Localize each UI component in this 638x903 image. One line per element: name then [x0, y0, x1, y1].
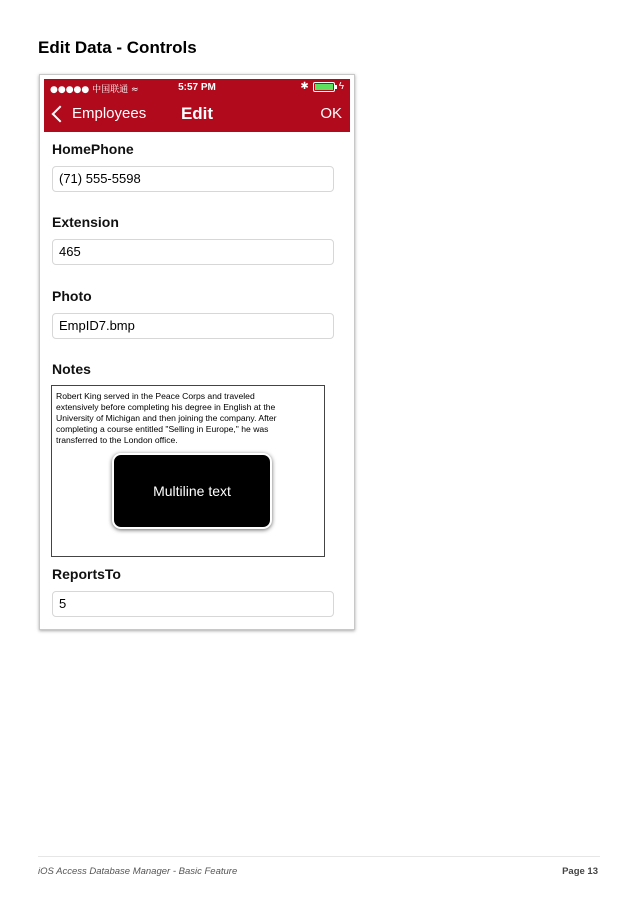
back-button[interactable] [50, 105, 146, 122]
status-right [300, 81, 344, 92]
status-time: 5:57 PM [178, 82, 216, 93]
footer-page-number: Page 13 [562, 866, 598, 877]
homephone-field[interactable]: (71) 555-5598 [52, 166, 334, 192]
bluetooth-icon: ✱ [300, 81, 309, 92]
page-title: Edit Data - Controls [38, 38, 197, 57]
photo-label: Photo [52, 288, 92, 304]
footer-divider [38, 856, 600, 857]
homephone-label: HomePhone [52, 141, 134, 157]
notes-text: Robert King served in the Peace Corps and traveled extensively before completing his degree in English at the University of Michigan and then joining the company. After completing a course entitled "Selling in Europe," he was transferred to the London office. [56, 391, 277, 445]
carrier-signal: ●●●●● 中国联通 ≈ [50, 85, 139, 95]
extension-label: Extension [52, 214, 119, 230]
extension-field[interactable]: 465 [52, 239, 334, 265]
notes-label: Notes [52, 361, 91, 377]
chevron-left-icon [52, 105, 69, 122]
reportsto-field[interactable]: 5 [52, 591, 334, 617]
nav-bar [44, 97, 350, 132]
multiline-text-callout: Multiline text [112, 453, 272, 529]
footer-document-title: iOS Access Database Manager - Basic Feature [38, 866, 238, 877]
battery-icon [313, 82, 335, 92]
back-label: Employees [72, 105, 147, 122]
phone-screenshot [39, 74, 355, 630]
charging-icon: ϟ [338, 81, 344, 92]
photo-field[interactable]: EmpID7.bmp [52, 313, 334, 339]
notes-textarea[interactable] [51, 385, 325, 557]
reportsto-label: ReportsTo [52, 566, 121, 582]
status-bar [44, 79, 350, 97]
nav-title: Edit [180, 104, 214, 123]
ok-button[interactable]: OK [320, 105, 342, 122]
